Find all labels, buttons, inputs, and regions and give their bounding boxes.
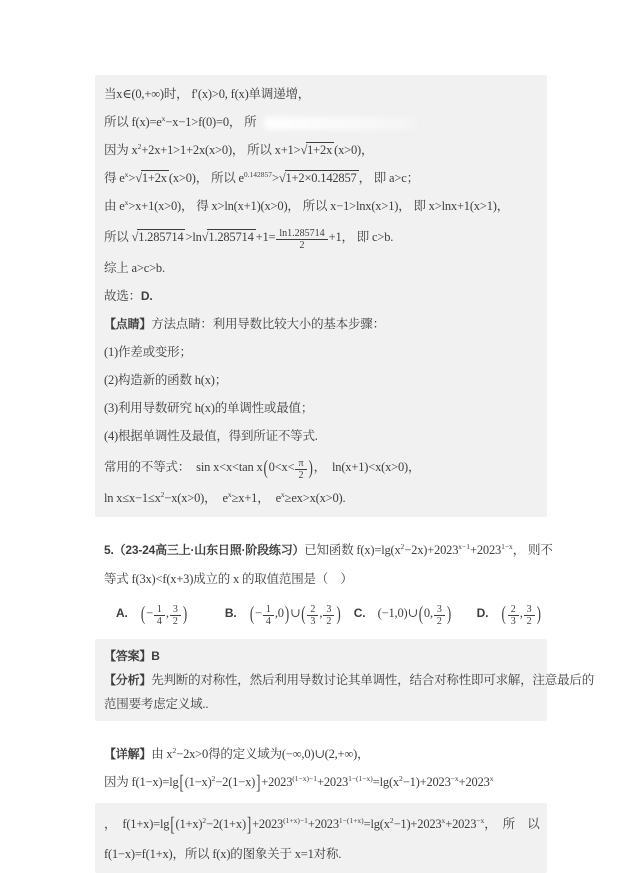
text-run: 常用的不等式： sin x<x<tan x — [104, 460, 263, 474]
text-run: =lg(x — [363, 817, 390, 831]
big-delimiter: [ — [179, 770, 184, 794]
redacted-blur — [264, 117, 416, 130]
radicand: 1+2x — [141, 171, 167, 185]
fraction-numerator: 2 — [508, 604, 519, 616]
big-delimiter: ) — [284, 601, 289, 625]
text-run: +2023 — [458, 775, 490, 789]
text-run: 范围要考虑定义域.. — [104, 697, 209, 711]
text-line — [104, 808, 541, 840]
text-run: − — [254, 606, 262, 620]
text-run: 综上 a>c>b. — [104, 261, 165, 275]
big-delimiter: ( — [140, 601, 146, 625]
text-run: (x>0)， 所以 e — [168, 171, 244, 185]
fraction-denominator: 2 — [526, 616, 532, 627]
superscript: x−1 — [458, 541, 470, 551]
text-run: +2x+1>1+2x(x>0)， 所以 x+1> — [141, 143, 301, 157]
text-run: 因为 x — [104, 143, 138, 157]
text-line — [104, 136, 541, 164]
fraction-denominator: 3 — [510, 616, 516, 627]
fraction — [263, 604, 274, 627]
sqrt-radical — [279, 171, 359, 185]
text-line — [104, 692, 541, 716]
superscript: (1+x)−1 — [283, 815, 308, 825]
radicand: 1+2x — [307, 143, 333, 157]
text-run: −2x>0得的定义域为(−∞,0)∪(2,+∞)， — [176, 747, 370, 761]
text-run: ， ln(x+1)<x(x>0)， — [313, 460, 421, 474]
text-run — [188, 606, 225, 620]
text-run: f(1−x)=f(1+x)，所以 f(x)的图象关于 x=1对称. — [104, 847, 342, 861]
superscript: x — [441, 815, 446, 825]
document-blocks — [95, 75, 595, 873]
superscript: 1−x — [501, 541, 513, 551]
text-run: −2x)+2023 — [404, 543, 459, 557]
text-run — [452, 606, 477, 620]
big-delimiter: ( — [301, 601, 306, 625]
superscript: x — [124, 169, 129, 179]
text-line — [104, 192, 541, 220]
text-run: 由 x — [151, 747, 173, 761]
text-run: > — [271, 171, 279, 185]
text-run: +1= — [255, 230, 276, 244]
text-run: +2023 — [261, 775, 293, 789]
text-run: −1)+2023 — [402, 775, 451, 789]
text-line — [104, 394, 541, 422]
fraction-denominator: 2 — [172, 616, 178, 627]
radical-sign-icon: √ — [131, 230, 139, 244]
superscript: 2 — [398, 773, 403, 783]
text-line — [104, 768, 541, 796]
text-run: −2(1+x) — [206, 817, 246, 831]
superscript: x — [489, 773, 494, 783]
fraction-numerator: 1 — [263, 604, 274, 616]
text-run: , — [519, 606, 523, 620]
text-line — [104, 282, 541, 310]
block-solution4 — [95, 75, 547, 517]
text-run: > — [128, 171, 136, 185]
text-run: 由 e — [104, 199, 125, 213]
superscript: −x — [476, 815, 485, 825]
text-run: (4)根据单调性及最值，得到所证不等式. — [104, 429, 318, 443]
text-run: (1)作差或变形； — [104, 345, 192, 359]
big-delimiter: ( — [249, 601, 254, 625]
text-run: ， 所 以 — [484, 817, 540, 831]
text-run: 所以 f(x)=e — [104, 115, 162, 129]
text-run: >ln — [185, 230, 202, 244]
fraction-denominator: 4 — [265, 616, 271, 627]
text-run: (1−x) — [184, 775, 212, 789]
text-line — [104, 644, 541, 668]
text-run: ∪ — [289, 606, 301, 620]
superscript: 2 — [137, 141, 142, 151]
fraction — [170, 604, 181, 627]
text-run: −1)+2023 — [393, 817, 442, 831]
big-delimiter: ] — [246, 812, 252, 836]
text-run: (1+x) — [175, 817, 203, 831]
fraction-denominator: 2 — [298, 470, 304, 481]
text-run: 当x∈(0,+∞)时， f′(x)>0, f(x)单调递增， — [104, 87, 311, 101]
text-run: 已知函数 f(x)=lg(x — [304, 543, 401, 557]
text-run: +2023 — [317, 775, 349, 789]
text-run: 0, — [423, 606, 433, 620]
fraction-numerator: 3 — [170, 604, 181, 616]
text-run: =lg(x — [372, 775, 399, 789]
sqrt-radical — [135, 171, 169, 185]
text-run: −x(x>0)， e — [164, 491, 228, 505]
block-detail5a — [95, 735, 547, 801]
fraction-numerator: 2 — [307, 604, 318, 616]
text-run: 故选： — [104, 289, 141, 303]
text-line — [104, 536, 553, 564]
fraction — [434, 604, 445, 627]
fraction-denominator: 2 — [299, 240, 305, 251]
text-line — [104, 310, 541, 338]
bold-text-run: D. — [476, 606, 489, 620]
text-run: , — [319, 606, 323, 620]
bold-text-run: 【答案】B — [104, 649, 160, 663]
superscript: x — [161, 113, 166, 123]
big-delimiter: ( — [501, 601, 506, 625]
fraction-denominator: 4 — [156, 616, 162, 627]
superscript: 2 — [172, 745, 177, 755]
big-delimiter: ) — [446, 601, 452, 625]
superscript: 0.142857 — [243, 169, 272, 179]
superscript: −x — [450, 773, 459, 783]
text-run: +2023 — [252, 817, 284, 831]
block-detail5b — [95, 803, 547, 873]
text-run: 先判断的对称性，然后利用导数讨论其单调性，结合对称性即可求解，注意最后的 — [151, 673, 595, 687]
big-delimiter: ) — [336, 601, 341, 625]
bold-text-run: B. — [224, 606, 237, 620]
fraction-numerator: 3 — [434, 604, 445, 616]
text-run: +1， 即 c>b. — [328, 230, 394, 244]
big-delimiter: ) — [182, 601, 187, 625]
superscript: x — [280, 489, 285, 499]
text-run: 得 e — [104, 171, 125, 185]
radicand: 1.285714 — [208, 230, 254, 244]
superscript: 1−(1+x) — [338, 815, 364, 825]
text-run: 0<x< — [268, 460, 295, 474]
text-run: , — [165, 606, 169, 620]
fraction — [276, 228, 327, 251]
fraction — [524, 604, 535, 627]
text-run: −2(1−x) — [215, 775, 256, 789]
fraction — [307, 604, 318, 627]
text-line — [104, 668, 595, 692]
text-run: ， 则不 — [512, 543, 553, 557]
text-run: +2023 — [445, 817, 477, 831]
text-run: ln x≤x−1≤x — [104, 491, 161, 505]
text-run: 方法点睛：利用导数比较大小的基本步骤： — [151, 317, 385, 331]
big-delimiter: ( — [263, 455, 268, 479]
fraction-numerator: 3 — [323, 604, 334, 616]
radical-sign-icon: √ — [300, 143, 308, 157]
text-run: −x−1>f(0)=0， 所 — [165, 115, 257, 129]
superscript: 2 — [211, 773, 216, 783]
big-delimiter: ( — [418, 601, 423, 625]
text-line — [104, 366, 541, 394]
bold-text-run: 【分析】 — [104, 673, 152, 687]
bold-text-run: C. — [353, 606, 366, 620]
text-run: 所以 — [104, 230, 132, 244]
text-run: +2023 — [470, 543, 502, 557]
text-run: ， f(1+x)=lg — [104, 817, 170, 831]
radicand: 1.285714 — [138, 230, 184, 244]
text-line — [104, 254, 541, 282]
text-run: (−1,0)∪ — [365, 606, 418, 620]
radical-sign-icon: √ — [278, 171, 286, 185]
radical-sign-icon: √ — [201, 230, 209, 244]
fraction-numerator: 3 — [524, 604, 535, 616]
text-run: ≥ex>x(x>0). — [284, 491, 346, 505]
fraction-denominator: 2 — [326, 616, 332, 627]
superscript: 2 — [202, 815, 207, 825]
text-line — [104, 422, 541, 450]
big-delimiter: [ — [170, 812, 175, 836]
superscript: 2 — [400, 541, 405, 551]
radical-sign-icon: √ — [135, 171, 142, 185]
document-page — [95, 75, 595, 873]
sqrt-radical — [300, 143, 334, 157]
text-line — [104, 108, 541, 136]
text-line — [104, 338, 541, 366]
bold-text-run: 【点睛】 — [104, 317, 152, 331]
text-run: (2)构造新的函数 h(x)； — [104, 373, 228, 387]
big-delimiter: ] — [256, 770, 261, 794]
fraction — [323, 604, 334, 627]
sqrt-radical — [202, 230, 256, 244]
text-run: ,0 — [274, 606, 284, 620]
fraction — [154, 604, 165, 627]
fraction — [508, 604, 519, 627]
block-answer5 — [95, 639, 595, 721]
text-run: − — [146, 606, 153, 620]
bold-text-run: D. — [140, 289, 153, 303]
bold-text-run: A. — [116, 606, 128, 620]
superscript: x — [124, 197, 129, 207]
text-line — [104, 164, 541, 192]
fraction-numerator: π — [295, 458, 306, 470]
text-run — [128, 606, 140, 620]
fraction — [295, 458, 306, 481]
bold-text-run: 5.（23-24高三上·山东日照·阶段练习） — [104, 543, 305, 557]
text-run: ， 即 a>c； — [358, 171, 419, 185]
text-run: 等式 f(3x)<f(x+3)成立的 x 的取值范围是（ ） — [104, 572, 353, 586]
block-question5 — [95, 531, 553, 637]
big-delimiter: ) — [308, 455, 313, 479]
text-run: 因为 f(1−x)=lg — [104, 775, 179, 789]
radicand: 1+2×0.142857 — [285, 171, 357, 185]
superscript: x — [227, 489, 232, 499]
text-run: (x>0)， — [334, 143, 374, 157]
text-run: (3)利用导数研究 h(x)的单调性或最值； — [104, 401, 314, 415]
text-line — [104, 80, 541, 108]
text-line — [104, 484, 541, 512]
text-run — [237, 606, 249, 620]
fraction-denominator: 3 — [310, 616, 316, 627]
text-line — [104, 564, 541, 594]
superscript: 1−(1−x) — [348, 773, 373, 783]
text-run: >x+1(x>0)， 得 x>ln(x+1)(x>0)， 所以 x−1>lnx(x>1)， 即 x>lnx+1(x>1)， — [128, 199, 510, 213]
text-run — [488, 606, 500, 620]
fraction-numerator: 1 — [154, 604, 165, 616]
fraction-numerator: ln1.285714 — [276, 228, 327, 240]
text-line — [104, 740, 541, 768]
superscript: 2 — [389, 815, 394, 825]
text-line — [104, 450, 541, 484]
text-run — [341, 606, 353, 620]
text-line — [104, 220, 541, 254]
text-run: ≥x+1， e — [231, 491, 281, 505]
sqrt-radical — [132, 230, 186, 244]
big-delimiter: ) — [536, 601, 541, 625]
superscript: 2 — [160, 489, 165, 499]
text-line — [104, 594, 541, 632]
fraction-denominator: 2 — [436, 616, 442, 627]
superscript: (1−x)−1 — [292, 773, 318, 783]
bold-text-run: 【详解】 — [104, 747, 152, 761]
text-run: +2023 — [307, 817, 339, 831]
